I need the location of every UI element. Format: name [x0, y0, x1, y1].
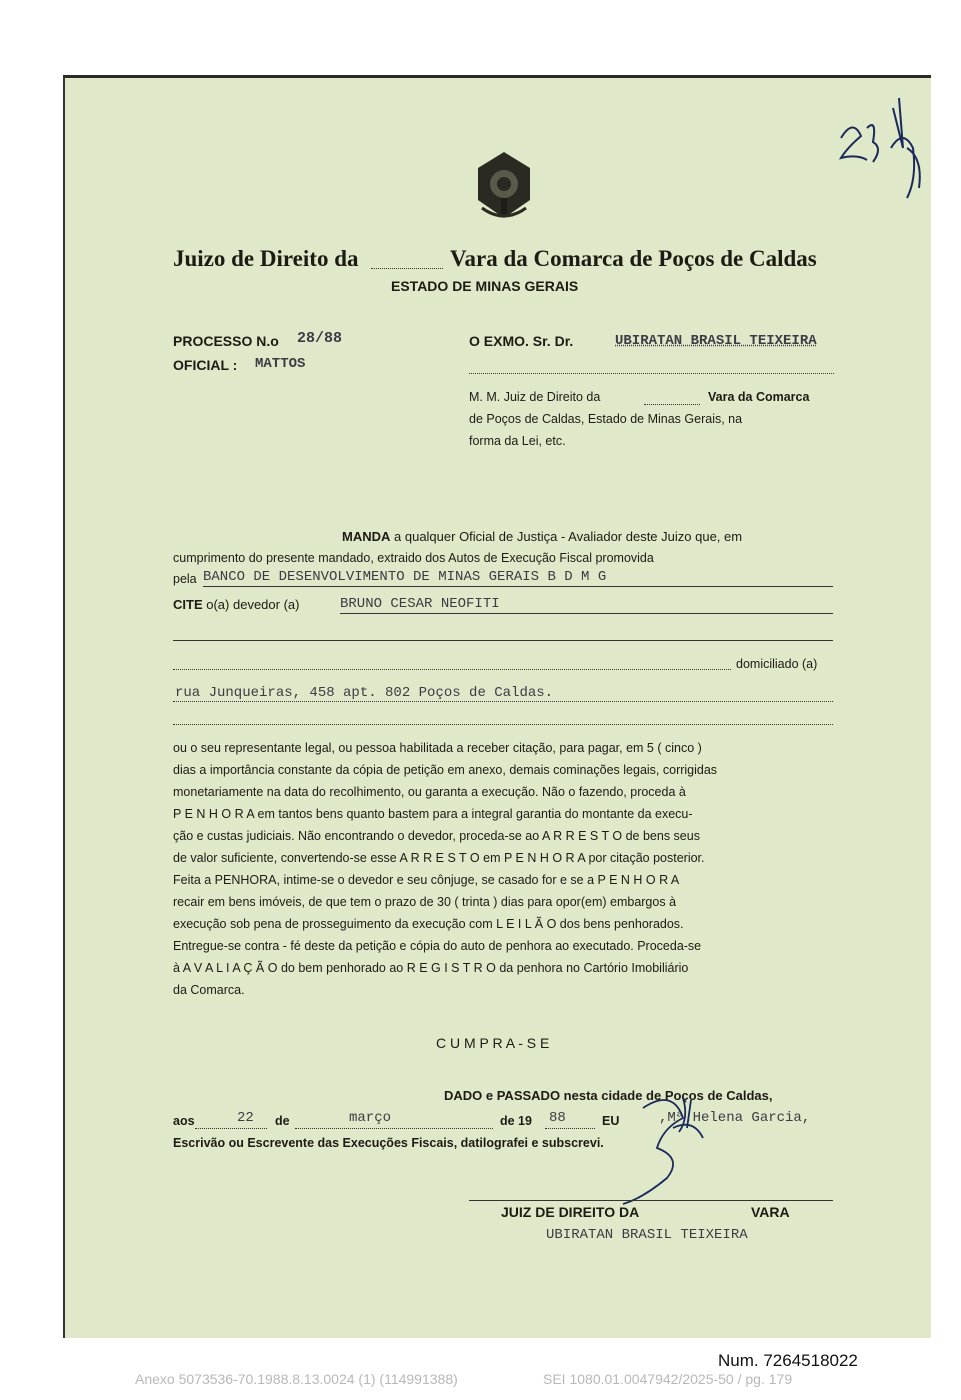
body-line: P E N H O R A em tantos bens quanto bastem para a integral garantia do montante da execu-: [173, 807, 693, 821]
creditor-line: [203, 586, 833, 587]
court-title-right: Vara da Comarca de Poços de Caldas: [450, 246, 817, 271]
manda-word: MANDA: [342, 529, 391, 544]
cite-word: CITE: [173, 597, 203, 612]
creditor-name: BANCO DE DESENVOLVIMENTO DE MINAS GERAIS B D M G: [203, 569, 607, 585]
addressee-line-2: de Poços de Caldas, Estado de Minas Gerais, na: [469, 412, 743, 426]
dado-passado-line: DADO e PASSADO nesta cidade de Poços de Caldas,: [444, 1088, 773, 1103]
body-line: Feita a PENHORA, intime-se o devedor e seu cônjuge, se casado for e se a P E N H O R A: [173, 873, 680, 887]
mandate-line-2: cumprimento do presente mandado, extraido dos Autos de Execução Fiscal promovida: [173, 551, 654, 565]
addressee-label: O EXMO. Sr. Dr.: [469, 333, 574, 349]
address-line: [173, 701, 833, 702]
body-line: da Comarca.: [173, 983, 245, 997]
annex-reference: Anexo 5073536-70.1988.8.13.0024 (1) (114991388): [135, 1371, 458, 1387]
body-line: ou o seu representante legal, ou pessoa habilitada a receber citação, para pagar, em 5 ( cinco ): [173, 741, 702, 755]
body-line: dias a importância constante da cópia de petição em anexo, demais cominações legais, corrigidas: [173, 763, 718, 777]
judge-name-signature: UBIRATAN BRASIL TEIXEIRA: [546, 1227, 748, 1243]
aos-label: aos: [173, 1114, 195, 1128]
blank-line-1: [173, 640, 833, 641]
mandate-line-1: [342, 529, 742, 544]
coat-of-arms-emblem: [472, 148, 536, 224]
month-line: [295, 1128, 493, 1129]
court-title-left: Juizo de Direito da: [173, 246, 359, 271]
addressee-line-1a: M. M. Juiz de Direito da: [469, 390, 601, 404]
process-number: 28/88: [297, 330, 343, 347]
de-label: de: [275, 1114, 290, 1128]
handwritten-page-mark: [833, 88, 933, 208]
day-line: [195, 1128, 267, 1129]
eu-label: EU: [602, 1114, 620, 1128]
clerk-name: ,Mª.Helena Garcia,: [659, 1110, 811, 1126]
debtor-address: rua Junqueiras, 458 apt. 802 Poços de Caldas.: [175, 685, 554, 701]
month-value: março: [349, 1110, 392, 1126]
cite-rest: o(a) devedor (a): [206, 597, 300, 612]
body-line: à A V A L I A Ç Ã O do bem penhorado ao R E G I S T R O da penhora no Cartório Imobiliário: [173, 961, 689, 975]
addressee-line-1b: Vara da Comarca: [708, 390, 810, 404]
debtor-name: BRUNO CESAR NEOFITI: [340, 596, 500, 612]
day-value: 22: [237, 1110, 254, 1126]
body-line: execução sob pena de prosseguimento da execução com L E I L Ã O dos bens penhorados.: [173, 917, 684, 931]
process-label: PROCESSO N.o: [173, 333, 279, 349]
clerk-role-line: Escrivão ou Escrevente das Execuções Fiscais, datilografei e subscrevi.: [173, 1136, 604, 1150]
officer-label: OFICIAL :: [173, 357, 238, 373]
body-line: monetariamente na data do recolhimento, ou garanta a execução. Não o fazendo, proceda à: [173, 785, 686, 799]
mandate-body: [173, 737, 717, 1001]
body-line: Entregue-se contra - fé deste da petição e cópia do auto de penhora ao executado. Proceda-se: [173, 939, 702, 953]
body-line: de valor suficiente, convertendo-se esse A R R E S T O em P E N H O R A por citação posterior.: [173, 851, 705, 865]
pela-label: pela: [173, 572, 197, 586]
judge-title-a: JUIZ DE DIREITO DA: [501, 1204, 640, 1220]
body-line: recair em bens imóveis, de que tem o prazo de 30 ( trinta ) dias para opor(em) embargos à: [173, 895, 677, 909]
state-heading: ESTADO DE MINAS GERAIS: [391, 278, 579, 294]
vara-number-blank: [371, 268, 443, 269]
signature-line: [469, 1200, 833, 1201]
domiciled-label: domiciliado (a): [736, 657, 818, 671]
year-prefix: de 19: [500, 1114, 532, 1128]
year-value: 88: [549, 1110, 566, 1126]
cite-row: [173, 597, 299, 612]
clerk-signature: [613, 1088, 733, 1208]
addressee-line-3: forma da Lei, etc.: [469, 434, 566, 448]
officer-name: MATTOS: [255, 356, 306, 372]
year-line: [545, 1128, 595, 1129]
body-line: ção e custas judiciais. Não encontrando o devedor, proceda-se ao A R R E S T O de bens seus: [173, 829, 700, 843]
debtor-line: [340, 613, 833, 614]
manda-rest: a qualquer Oficial de Justiça - Avaliador deste Juizo que, em: [394, 529, 743, 544]
cumpra-se: C U M P R A - S E: [436, 1035, 550, 1051]
judge-name-typed: UBIRATAN BRASIL TEIXEIRA: [615, 333, 817, 349]
document-number: Num. 7264518022: [718, 1351, 858, 1370]
sei-reference: SEI 1080.01.0047942/2025-50 / pg. 179: [543, 1371, 793, 1387]
addressee-blank-line: [469, 373, 834, 374]
document-page: [63, 75, 931, 1338]
blank-line-2: [173, 669, 731, 670]
blank-line-3: [173, 724, 833, 725]
judge-title-b: VARA: [751, 1204, 790, 1220]
addressee-vara-blank: [644, 404, 700, 405]
